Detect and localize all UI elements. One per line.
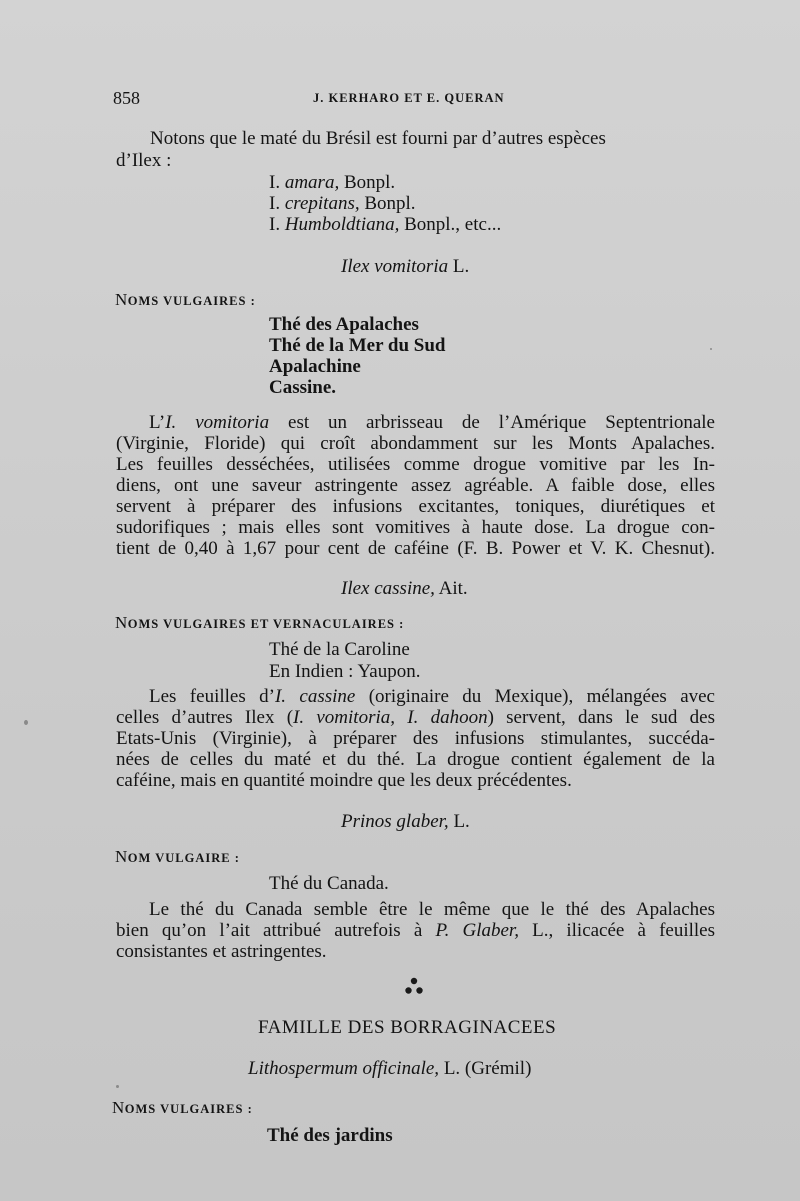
paragraph-line: Les feuilles d’I. cassine (originaire du Mexique), mélangées avec — [149, 686, 715, 707]
intro-line-1: Notons que le maté du Brésil est fourni par d’autres espèces — [150, 128, 606, 149]
species-item: I. Humboldtiana, Bonpl., etc... — [269, 214, 502, 235]
section-heading-ilex-vomitoria: Ilex vomitoria L. — [341, 256, 470, 277]
scan-speck — [710, 348, 712, 350]
section-heading-ilex-cassine: Ilex cassine, Ait. — [341, 578, 468, 599]
common-name: Thé de la Mer du Sud — [269, 335, 446, 356]
common-names-label: NOM VULGAIRE : — [115, 847, 240, 866]
family-title: FAMILLE DES BORRAGINACEES — [258, 1017, 557, 1038]
common-name: Thé de la Caroline — [269, 639, 410, 660]
common-name: Thé des Apalaches — [269, 314, 419, 335]
paragraph-line: consistantes et astringentes. — [116, 941, 327, 962]
paragraph-line: nées de celles du maté et du thé. La drogue contient également de la — [116, 749, 715, 770]
common-name: En Indien : Yaupon. — [269, 661, 421, 682]
paragraph-line: diens, ont une saveur astringente assez agréable. A faible dose, elles — [116, 475, 715, 496]
species-item: I. amara, Bonpl. — [269, 172, 396, 193]
common-name: Thé du Canada. — [269, 873, 389, 894]
running-head: J. KERHARO ET E. QUERAN — [313, 91, 505, 105]
common-name: Apalachine — [269, 356, 361, 377]
species-item: I. crepitans, Bonpl. — [269, 193, 416, 214]
common-names-label: NOMS VULGAIRES : — [115, 290, 256, 309]
common-names-label: NOMS VULGAIRES : — [112, 1098, 253, 1117]
paragraph-line: tient de 0,40 à 1,67 pour cent de caféine (F. B. Power et V. K. Chesnut). — [116, 538, 715, 559]
paragraph-line: Le thé du Canada semble être le même que le thé des Apalaches — [149, 899, 715, 920]
paragraph-line: caféine, mais en quantité moindre que les deux précédentes. — [116, 770, 572, 791]
paragraph-line: L’I. vomitoria est un arbrisseau de l’Amérique Septentrionale — [149, 412, 715, 433]
paragraph-line: sudorifiques ; mais elles sont vomitives à haute dose. La drogue con- — [116, 517, 715, 538]
scan-speck — [116, 1085, 119, 1088]
paragraph-line: Etats-Unis (Virginie), à préparer des infusions stimulantes, succéda- — [116, 728, 715, 749]
scan-speck — [24, 720, 28, 725]
page-number: 858 — [113, 88, 140, 108]
section-heading-prinos-glaber: Prinos glaber, L. — [341, 811, 470, 832]
section-heading-lithospermum: Lithospermum officinale, L. (Grémil) — [248, 1058, 532, 1079]
paragraph-line: celles d’autres Ilex (I. vomitoria, I. dahoon) servent, dans le sud des — [116, 707, 715, 728]
common-name: Thé des jardins — [267, 1125, 393, 1146]
paragraph-line: bien qu’on l’ait attribué autrefois à P. Glaber, L., ilicacée à feuilles — [116, 920, 716, 941]
common-name: Cassine. — [269, 377, 337, 398]
common-names-label: NOMS VULGAIRES ET VERNACULAIRES : — [115, 613, 405, 632]
intro-line-2: d’Ilex : — [116, 150, 172, 171]
paragraph-line: Les feuilles desséchées, utilisées comme drogue vomitive par les In- — [116, 454, 715, 475]
asterism-separator-icon — [404, 976, 424, 998]
paragraph-line: (Virginie, Floride) qui croît abondamment sur les Monts Apalaches. — [116, 433, 715, 454]
paragraph-line: servent à préparer des infusions excitantes, toniques, diurétiques et — [116, 496, 715, 517]
